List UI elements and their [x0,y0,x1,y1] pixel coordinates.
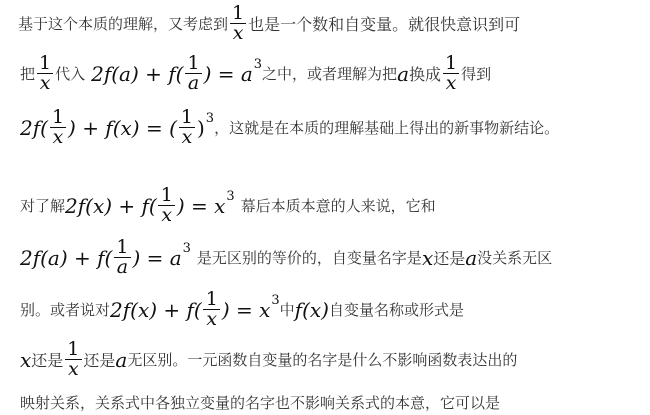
exponent: 3 [226,189,235,204]
text-segment: 还是 [433,249,466,268]
text-segment: 换成 [409,65,442,84]
text-segment: 映射关系，关系式中各独立变量的名字也不影响关系式的本意，它可以是 [20,394,501,412]
math-expression: 2f(a) + f( [91,61,184,86]
math-expression: 2f(x) + f( [65,193,157,218]
math-expression: 2f(x) + f( [110,297,202,322]
text-line-4 [20,186,436,225]
text-segment: 把 [20,65,36,83]
text-segment: 自变量名称或形式是 [328,301,464,319]
fraction-numerator: 1 [205,288,218,310]
fraction-numerator: 1 [39,52,52,74]
fraction-numerator: 1 [51,106,65,128]
fraction-numerator: 1 [187,52,200,74]
text-segment: 对了解 [20,197,66,215]
text-segment: 基于这个本质的理解，又考虑到 [18,15,229,33]
fraction-one-over-a [184,54,202,93]
math-expression: f(x) [294,297,329,322]
fraction-one-over-x [49,108,67,147]
fraction-denominator: x [65,359,82,379]
math-variable: x [20,347,32,372]
text-line-1 [18,4,520,43]
fraction-numerator: 1 [180,106,193,128]
math-expression: ) = x [221,297,271,322]
fraction-denominator: x [203,309,220,329]
text-line-7 [20,340,517,379]
fraction-one-over-x [229,4,247,43]
math-variable: x [421,245,434,270]
text-segment: 代入 [55,65,86,83]
text-line-8 [20,392,500,413]
fraction-denominator: x [179,127,196,147]
fraction-denominator: x [158,205,175,225]
fraction-one-over-x [442,54,460,93]
text-segment: 得到 [461,65,492,83]
fraction-numerator: 1 [445,52,458,74]
fraction-one-over-a [113,238,131,277]
text-segment: 幕后本质本意的人来说，它和 [240,197,436,215]
fraction-denominator: x [50,127,67,147]
math-expression: ) = x [176,193,226,218]
fraction-numerator: 1 [67,338,80,360]
math-expression: ) [196,115,205,140]
math-expression: ) = a [203,61,253,86]
exponent: 3 [182,241,191,256]
text-line-3 [20,108,559,147]
fraction-denominator: a [185,73,202,93]
fraction-numerator: 1 [232,2,245,24]
fraction-denominator: x [443,73,460,93]
fraction-one-over-x [178,108,196,147]
exponent: 3 [205,111,215,126]
fraction-denominator: x [230,23,247,43]
fraction-one-over-x [203,290,221,329]
math-variable: a [115,347,128,372]
text-line-2 [20,54,491,93]
math-variable: a [465,245,478,270]
text-segment: 中 [279,301,295,319]
text-segment: 别。或者说对 [20,301,111,319]
text-segment: 无区别。一元函数自变量的名字是什么不影响函数表达出的 [127,351,518,369]
exponent: 3 [271,293,280,308]
text-segment: ，这就是在本质的理解基础上得出的新事物新结论。 [214,119,560,137]
exponent: 3 [253,57,263,72]
fraction-one-over-x [64,340,82,379]
math-variable: a [397,61,409,86]
text-segment: 还是 [83,351,116,370]
fraction-denominator: x [37,73,54,93]
text-segment: 没关系无区 [477,249,553,267]
fraction-denominator: a [114,257,131,277]
math-expression: ) = a [132,245,182,270]
math-expression: 2f(a) + f( [20,245,113,270]
fraction-one-over-x [36,54,54,93]
text-segment: 还是 [31,351,64,370]
math-expression: 2f( [20,115,48,140]
fraction-one-over-x [158,186,176,225]
fraction-numerator: 1 [160,184,173,206]
text-line-6 [20,290,464,329]
text-segment: 是无区别的等价的，自变量名字是 [196,249,422,267]
math-expression: ) + f(x) = ( [68,115,177,140]
text-segment: 之中，或者理解为把 [262,65,398,83]
text-line-5 [20,238,552,277]
fraction-numerator: 1 [116,236,129,258]
text-segment: 也是一个数和自变量。就很快意识到可 [248,15,521,34]
